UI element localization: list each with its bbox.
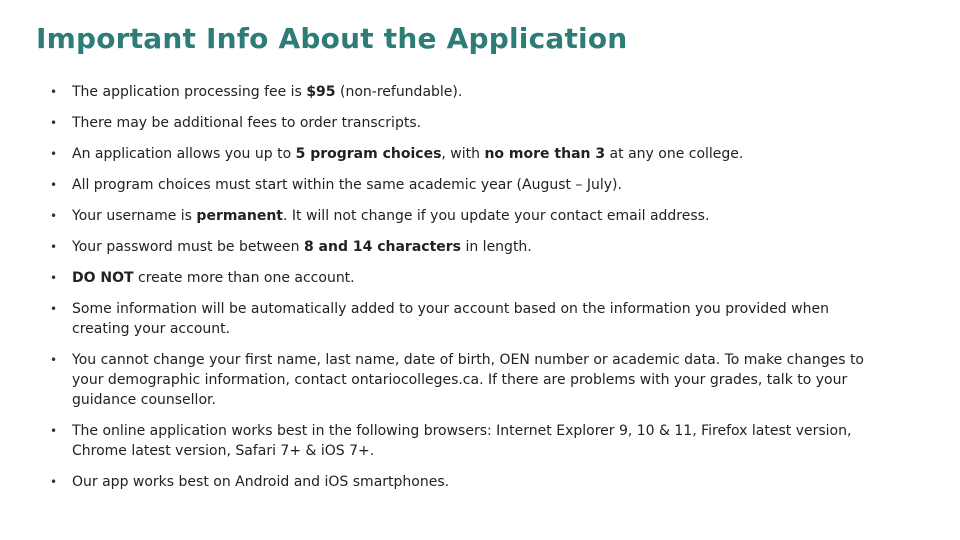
- list-item: [50, 299, 890, 339]
- list-item-text: All program choices must start within the same academic year (August – July).: [72, 177, 622, 193]
- page-title: Important Info About the Application: [36, 22, 628, 55]
- bullet-icon: •: [50, 240, 58, 254]
- list-item-text: Our app works best on Android and iOS smartphones.: [72, 474, 450, 490]
- list-item: [50, 472, 890, 492]
- list-item-text: There may be additional fees to order transcripts.: [72, 115, 422, 131]
- list-item-emphasis: $95: [306, 84, 336, 100]
- list-item: [50, 206, 890, 226]
- list-item: [50, 113, 890, 133]
- list-item-text: at any one college.: [605, 146, 744, 162]
- list-item-emphasis: permanent: [196, 208, 283, 224]
- bullet-icon: •: [50, 302, 58, 316]
- bullet-icon: •: [50, 178, 58, 192]
- bullet-icon: •: [50, 475, 58, 489]
- list-item-text: An application allows you up to: [72, 146, 296, 162]
- bullet-icon: •: [50, 353, 58, 367]
- list-item-text: in length.: [461, 239, 532, 255]
- list-item-text: The online application works best in the following browsers: Internet Explorer 9, 10 & 11, Firefox latest version, Chrome latest version, Safari 7+ & iOS 7+.: [72, 423, 852, 459]
- list-item: [50, 82, 890, 102]
- list-item-text: (non-refundable).: [335, 84, 463, 100]
- list-item-text: create more than one account.: [133, 270, 355, 286]
- list-item-emphasis: 8 and 14 characters: [303, 239, 462, 255]
- list-item-text: Some information will be automatically added to your account based on the information you provided when creating your account.: [72, 301, 829, 337]
- list-item-text: . It will not change if you update your contact email address.: [283, 208, 710, 224]
- list-item-text: , with: [441, 146, 485, 162]
- bullet-icon: •: [50, 209, 58, 223]
- list-item: [50, 268, 890, 288]
- list-item: [50, 175, 890, 195]
- list-item-text: The application processing fee is: [72, 84, 307, 100]
- bullet-icon: •: [50, 271, 58, 285]
- info-list: [50, 82, 890, 503]
- list-item-text: You cannot change your first name, last name, date of birth, OEN number or academic data. To make changes to your demographic information, contact ontariocolleges.ca. If there are problems with your grades, talk to your guidance counsellor.: [72, 352, 864, 408]
- list-item-emphasis: DO NOT: [72, 270, 134, 286]
- list-item: [50, 421, 890, 461]
- list-item-text: Your username is: [72, 208, 197, 224]
- bullet-icon: •: [50, 85, 58, 99]
- list-item: [50, 350, 890, 410]
- list-item-emphasis: 5 program choices: [295, 146, 442, 162]
- list-item: [50, 237, 890, 257]
- bullet-icon: •: [50, 116, 58, 130]
- bullet-icon: •: [50, 424, 58, 438]
- list-item: [50, 144, 890, 164]
- list-item-emphasis: no more than 3: [484, 146, 606, 162]
- bullet-icon: •: [50, 147, 58, 161]
- list-item-text: Your password must be between: [72, 239, 304, 255]
